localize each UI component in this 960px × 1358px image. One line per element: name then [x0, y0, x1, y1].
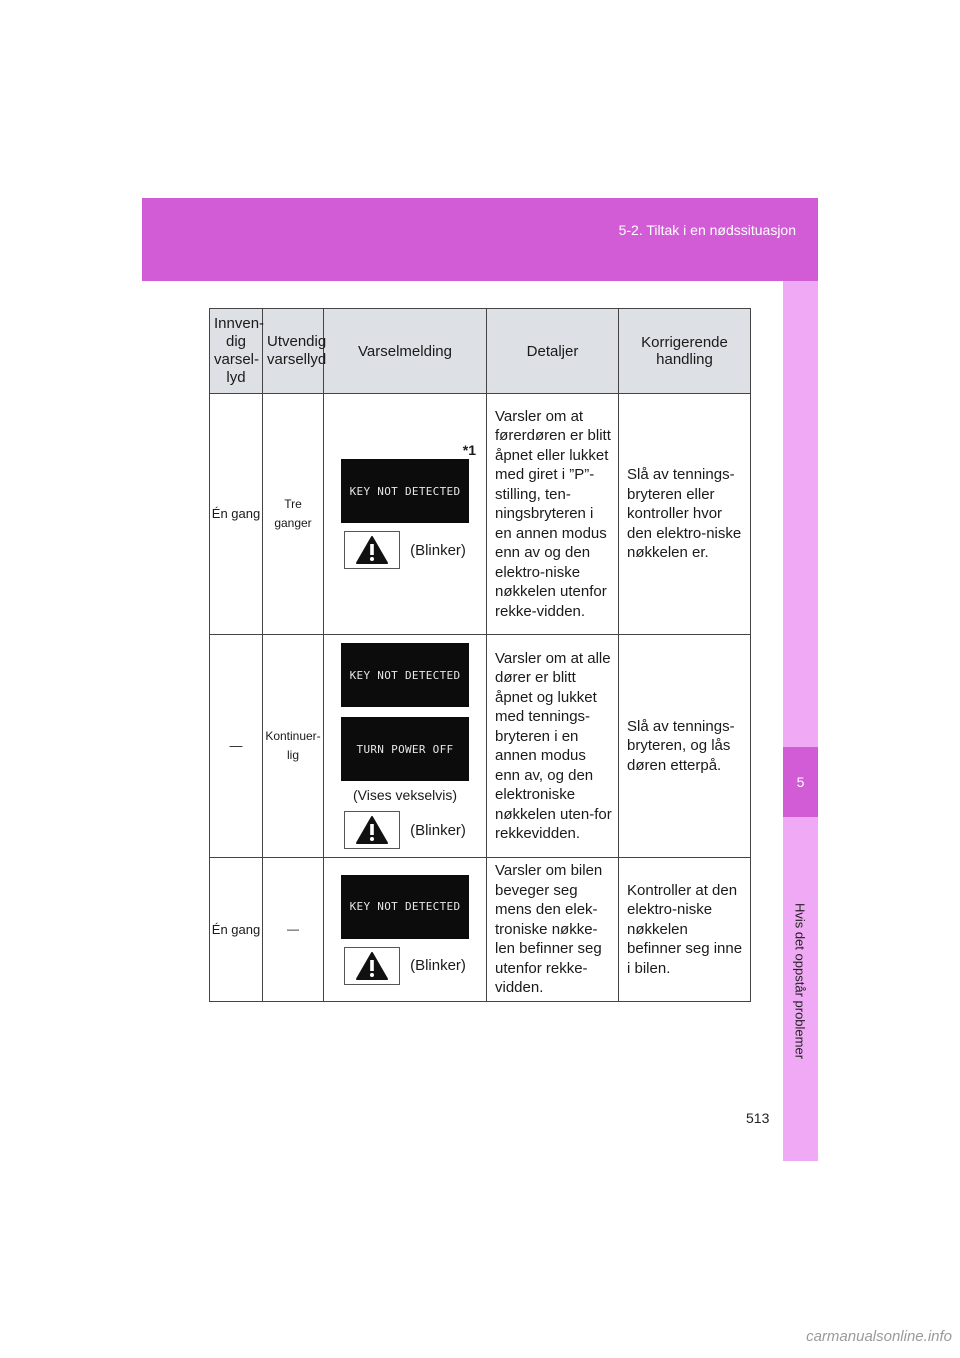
- header-action: Korrigerende handling: [619, 309, 751, 394]
- message-cell: [324, 394, 487, 635]
- exterior-sound-cell: Kontinuer-lig: [263, 635, 324, 858]
- chapter-title: Hvis det oppstår problemer: [792, 902, 808, 1060]
- warning-light-box: [344, 947, 400, 985]
- interior-sound-cell: Én gang: [210, 394, 263, 635]
- action-cell: Kontroller at den elektro-niske nøkkelen befinner seg inne i bilen.: [619, 858, 751, 1002]
- chapter-number-tab: 5: [783, 747, 818, 817]
- details-cell: Varsler om bilen beveger seg mens den elek-troniske nøkke-len befinner seg utenfor rekke-vidden.: [487, 858, 619, 1002]
- chapter-side-strip: [783, 281, 818, 1161]
- message-cell: [324, 635, 487, 858]
- action-cell: Slå av tennings-bryteren eller kontroller hvor den elektro-niske nøkkelen er.: [619, 394, 751, 635]
- warning-triangle-icon: [355, 951, 389, 981]
- table-header-row: [210, 309, 751, 394]
- display-screen: KEY NOT DETECTED: [341, 459, 469, 523]
- watermark: carmanualsonline.info: [806, 1328, 952, 1345]
- warning-triangle-icon: [355, 535, 389, 565]
- warning-table: [209, 308, 751, 1002]
- blink-label: (Blinker): [410, 957, 466, 974]
- header-interior-sound: Innven-dig varsel-lyd: [210, 309, 263, 394]
- exterior-sound-cell: —: [263, 858, 324, 1002]
- interior-sound-cell: —: [210, 635, 263, 858]
- alternating-note: (Vises vekselvis): [353, 787, 457, 803]
- warning-triangle-icon: [355, 815, 389, 845]
- interior-sound-cell: Én gang: [210, 858, 263, 1002]
- header-exterior-sound: Utvendig varsellyd: [263, 309, 324, 394]
- table-row: [210, 394, 751, 635]
- section-title: 5-2. Tiltak i en nødssituasjon: [618, 222, 796, 238]
- exterior-sound-cell: Tre ganger: [263, 394, 324, 635]
- warning-light-box: [344, 811, 400, 849]
- display-screen-alternate: TURN POWER OFF: [341, 717, 469, 781]
- action-cell: Slå av tennings-bryteren, og lås døren etterpå.: [619, 635, 751, 858]
- display-screen: KEY NOT DETECTED: [341, 875, 469, 939]
- details-cell: Varsler om at førerdøren er blitt åpnet eller lukket med giret i ”P”-stilling, ten-ningsbryteren i en annen modus enn av og den elektro-niske nøkkelen utenfor rekke-vidden.: [487, 394, 619, 635]
- footnote-marker: *1: [462, 442, 476, 458]
- header-message: Varselmelding: [324, 309, 487, 394]
- display-screen: KEY NOT DETECTED: [341, 643, 469, 707]
- details-cell: Varsler om at alle dører er blitt åpnet og lukket med tennings-bryteren i en annen modus enn av, og den elektroniske nøkkelen uten-for rekkevidden.: [487, 635, 619, 858]
- message-cell: [324, 858, 487, 1002]
- warning-light-box: [344, 531, 400, 569]
- section-header-band: [142, 198, 818, 281]
- page-number: 513: [746, 1110, 770, 1126]
- header-details: Detaljer: [487, 309, 619, 394]
- table-row: [210, 635, 751, 858]
- blink-label: (Blinker): [410, 821, 466, 839]
- blink-label: (Blinker): [410, 541, 466, 559]
- table-row: [210, 858, 751, 1002]
